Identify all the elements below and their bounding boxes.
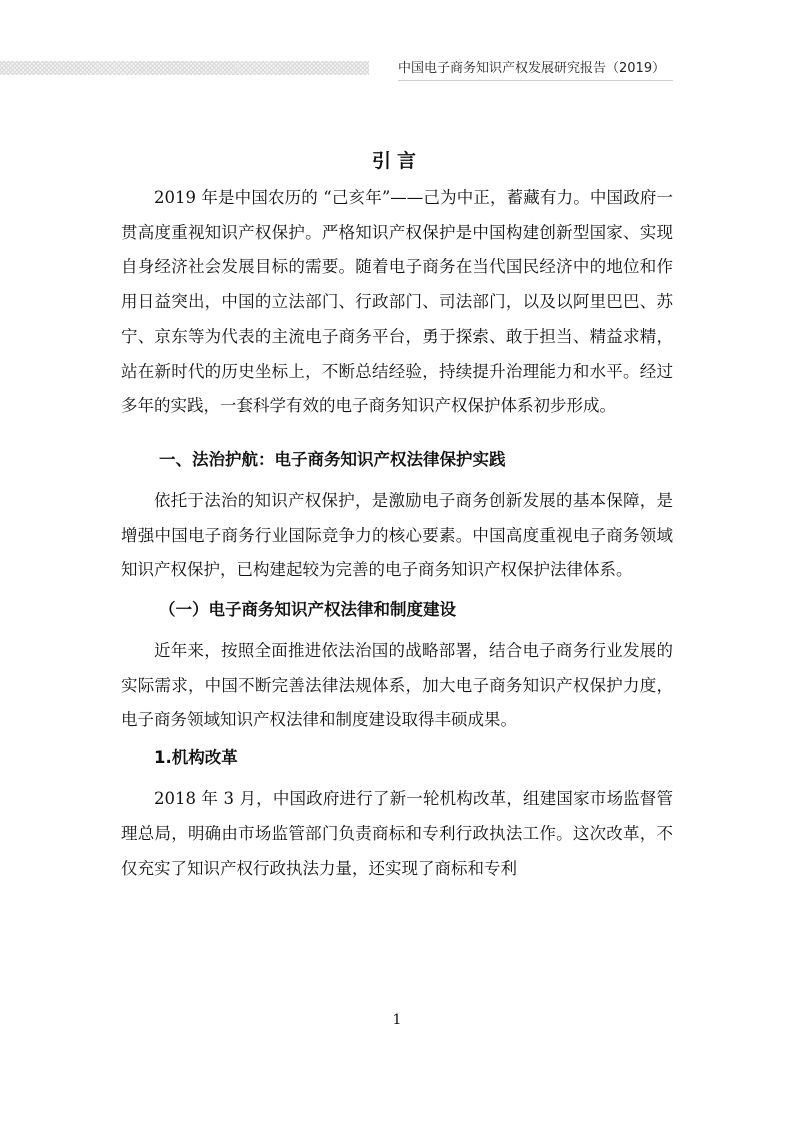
section-heading: 一、法治护航：电子商务知识产权法律保护实践 (159, 449, 506, 469)
header-pattern-bar (0, 61, 369, 75)
document-title: 引言 (371, 150, 422, 172)
item-paragraph: 2018 年 3 月，中国政府进行了新一轮机构改革，组建国家市场监督管理总局，明确由市场监管部门负责商标和专利行政执法工作。这次改革，不仅充实了知识产权行政执法力量，还实现了商标和专利 (121, 789, 673, 878)
running-header-title: 中国电子商务知识产权发展研究报告（2019） (398, 61, 666, 76)
section-paragraph: 依托于法治的知识产权保护，是激励电子商务创新发展的基本保障，是增强中国电子商务行业国际竞争力的核心要素。中国高度重视电子商务领域知识产权保护，已构建起较为完善的电子商务知识产权保护法律体系。 (121, 490, 673, 580)
page-number: 1 (392, 1012, 402, 1028)
header-rule (398, 80, 673, 81)
subsection-paragraph: 近年来，按照全面推进依法治国的战略部署，结合电子商务行业发展的实际需求，中国不断完善法律法规体系，加大电子商务知识产权保护力度，电子商务领域知识产权法律和制度建设取得丰硕成果。 (121, 641, 673, 730)
page-content (121, 143, 673, 886)
subsection-heading: （一）电子商务知识产权法律和制度建设 (159, 600, 456, 620)
intro-paragraph: 2019 年是中国农历的 “己亥年”——己为中正，蓄藏有力。中国政府一贯高度重视知识产权保护。严格知识产权保护是中国构建创新型国家、实现自身经济社会发展目标的需要。随着电子商务在当代国民经济中的地位和作用日益突出，中国的立法部门、行政部门、司法部门，以及以阿里巴巴、苏宁、京东等为代表的主流电子商务平台，勇于探索、敢于担当、精益求精，站在新时代的历史坐标上，不断总结经验，持续提升治理能力和水平。经过多年的实践，一套科学有效的电子商务知识产权保护体系初步形成。 (121, 188, 673, 416)
item-heading: 1.机构改革 (154, 748, 238, 768)
